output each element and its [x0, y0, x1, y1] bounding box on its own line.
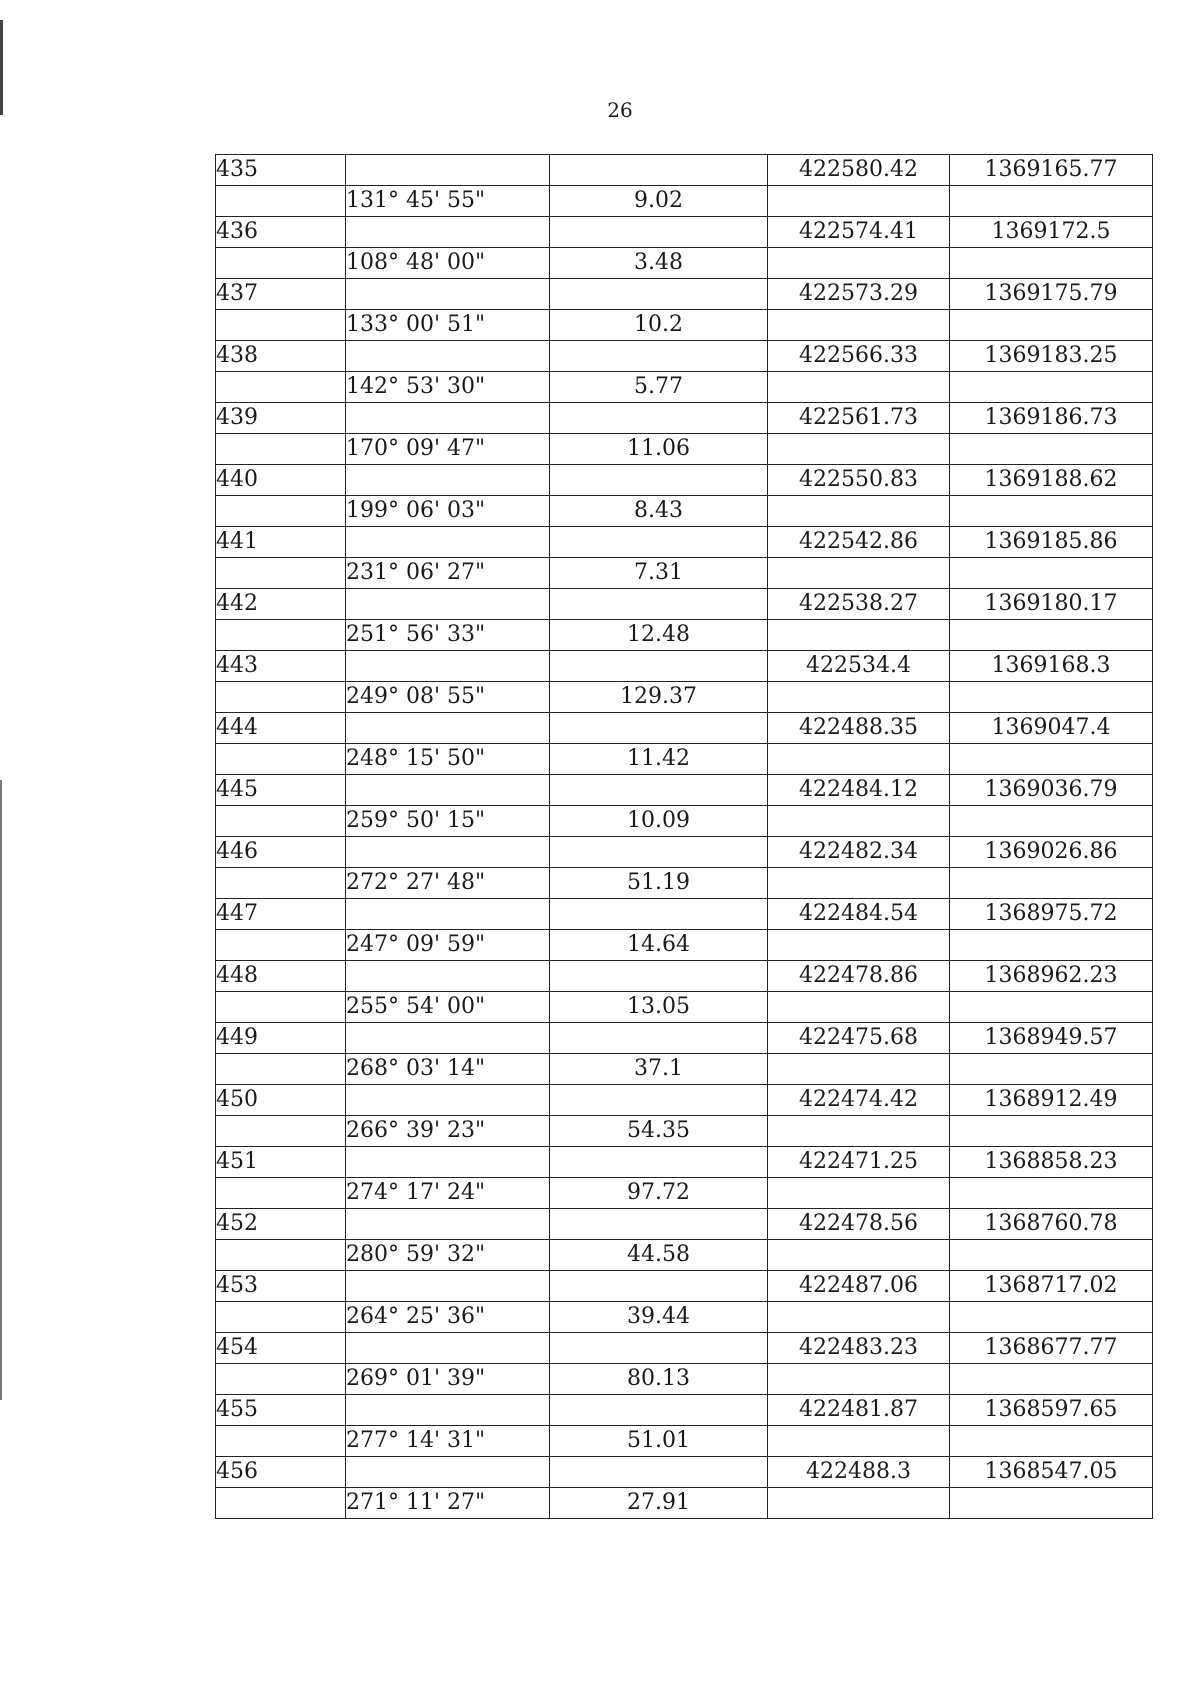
empty-cell — [550, 1023, 768, 1054]
bearing-cell: 249° 08' 55" — [346, 682, 550, 713]
leg-row — [216, 1488, 1153, 1519]
empty-cell — [346, 1457, 550, 1488]
empty-cell — [768, 434, 950, 465]
bearing-cell: 277° 14' 31" — [346, 1426, 550, 1457]
empty-cell — [950, 1240, 1153, 1271]
empty-cell — [346, 651, 550, 682]
empty-cell — [768, 310, 950, 341]
northing-cell: 1368547.05 — [950, 1457, 1153, 1488]
station-row — [216, 217, 1153, 248]
station-number-cell: 442 — [216, 589, 346, 620]
survey-table — [215, 154, 1153, 1519]
empty-cell — [216, 186, 346, 217]
empty-cell — [768, 1488, 950, 1519]
empty-cell — [768, 1426, 950, 1457]
leg-row — [216, 1054, 1153, 1085]
empty-cell — [216, 496, 346, 527]
northing-cell: 1369183.25 — [950, 341, 1153, 372]
northing-cell: 1368858.23 — [950, 1147, 1153, 1178]
station-number-cell: 445 — [216, 775, 346, 806]
northing-cell: 1369185.86 — [950, 527, 1153, 558]
distance-cell: 8.43 — [550, 496, 768, 527]
station-row — [216, 713, 1153, 744]
empty-cell — [346, 899, 550, 930]
leg-row — [216, 620, 1153, 651]
northing-cell: 1368760.78 — [950, 1209, 1153, 1240]
empty-cell — [550, 961, 768, 992]
empty-cell — [550, 775, 768, 806]
empty-cell — [550, 527, 768, 558]
empty-cell — [346, 155, 550, 186]
easting-cell: 422574.41 — [768, 217, 950, 248]
empty-cell — [768, 1116, 950, 1147]
empty-cell — [550, 1085, 768, 1116]
empty-cell — [346, 1147, 550, 1178]
station-row — [216, 1271, 1153, 1302]
leg-row — [216, 558, 1153, 589]
empty-cell — [216, 744, 346, 775]
station-number-cell: 435 — [216, 155, 346, 186]
bearing-cell: 142° 53' 30" — [346, 372, 550, 403]
easting-cell: 422475.68 — [768, 1023, 950, 1054]
station-row — [216, 1457, 1153, 1488]
empty-cell — [346, 1271, 550, 1302]
empty-cell — [346, 837, 550, 868]
station-number-cell: 437 — [216, 279, 346, 310]
distance-cell: 39.44 — [550, 1302, 768, 1333]
empty-cell — [950, 558, 1153, 589]
empty-cell — [346, 775, 550, 806]
empty-cell — [768, 682, 950, 713]
station-number-cell: 455 — [216, 1395, 346, 1426]
empty-cell — [550, 279, 768, 310]
empty-cell — [950, 496, 1153, 527]
leg-row — [216, 248, 1153, 279]
northing-cell: 1368962.23 — [950, 961, 1153, 992]
station-row — [216, 1147, 1153, 1178]
empty-cell — [550, 341, 768, 372]
easting-cell: 422482.34 — [768, 837, 950, 868]
northing-cell: 1368912.49 — [950, 1085, 1153, 1116]
northing-cell: 1369047.4 — [950, 713, 1153, 744]
empty-cell — [550, 217, 768, 248]
empty-cell — [216, 682, 346, 713]
empty-cell — [216, 1364, 346, 1395]
empty-cell — [768, 248, 950, 279]
station-number-cell: 450 — [216, 1085, 346, 1116]
empty-cell — [768, 496, 950, 527]
empty-cell — [950, 186, 1153, 217]
station-number-cell: 453 — [216, 1271, 346, 1302]
distance-cell: 51.01 — [550, 1426, 768, 1457]
station-row — [216, 899, 1153, 930]
page-number: 26 — [607, 98, 633, 122]
distance-cell: 97.72 — [550, 1178, 768, 1209]
distance-cell: 11.06 — [550, 434, 768, 465]
station-number-cell: 449 — [216, 1023, 346, 1054]
station-number-cell: 456 — [216, 1457, 346, 1488]
empty-cell — [550, 1333, 768, 1364]
bearing-cell: 264° 25' 36" — [346, 1302, 550, 1333]
empty-cell — [346, 279, 550, 310]
distance-cell: 11.42 — [550, 744, 768, 775]
easting-cell: 422484.54 — [768, 899, 950, 930]
leg-row — [216, 868, 1153, 899]
empty-cell — [346, 341, 550, 372]
distance-cell: 12.48 — [550, 620, 768, 651]
empty-cell — [216, 372, 346, 403]
empty-cell — [216, 248, 346, 279]
northing-cell: 1369188.62 — [950, 465, 1153, 496]
empty-cell — [550, 465, 768, 496]
station-number-cell: 439 — [216, 403, 346, 434]
distance-cell: 10.09 — [550, 806, 768, 837]
station-row — [216, 1023, 1153, 1054]
station-number-cell: 447 — [216, 899, 346, 930]
station-number-cell: 443 — [216, 651, 346, 682]
bearing-cell: 272° 27' 48" — [346, 868, 550, 899]
station-row — [216, 961, 1153, 992]
empty-cell — [346, 217, 550, 248]
empty-cell — [950, 1116, 1153, 1147]
northing-cell: 1369186.73 — [950, 403, 1153, 434]
distance-cell: 51.19 — [550, 868, 768, 899]
bearing-cell: 271° 11' 27" — [346, 1488, 550, 1519]
empty-cell — [346, 1395, 550, 1426]
empty-cell — [550, 1457, 768, 1488]
bearing-cell: 259° 50' 15" — [346, 806, 550, 837]
empty-cell — [346, 465, 550, 496]
empty-cell — [216, 434, 346, 465]
empty-cell — [768, 1240, 950, 1271]
empty-cell — [216, 1116, 346, 1147]
empty-cell — [550, 155, 768, 186]
easting-cell: 422474.42 — [768, 1085, 950, 1116]
easting-cell: 422561.73 — [768, 403, 950, 434]
empty-cell — [950, 744, 1153, 775]
station-number-cell: 440 — [216, 465, 346, 496]
empty-cell — [216, 1426, 346, 1457]
station-row — [216, 1209, 1153, 1240]
empty-cell — [950, 1426, 1153, 1457]
empty-cell — [768, 1364, 950, 1395]
distance-cell: 44.58 — [550, 1240, 768, 1271]
northing-cell: 1369026.86 — [950, 837, 1153, 868]
empty-cell — [216, 1302, 346, 1333]
empty-cell — [216, 620, 346, 651]
distance-cell: 129.37 — [550, 682, 768, 713]
station-row — [216, 651, 1153, 682]
easting-cell: 422542.86 — [768, 527, 950, 558]
empty-cell — [768, 806, 950, 837]
bearing-cell: 108° 48' 00" — [346, 248, 550, 279]
empty-cell — [950, 1302, 1153, 1333]
distance-cell: 3.48 — [550, 248, 768, 279]
bearing-cell: 199° 06' 03" — [346, 496, 550, 527]
leg-row — [216, 1364, 1153, 1395]
empty-cell — [768, 372, 950, 403]
bearing-cell: 248° 15' 50" — [346, 744, 550, 775]
empty-cell — [950, 1488, 1153, 1519]
empty-cell — [950, 1364, 1153, 1395]
leg-row — [216, 496, 1153, 527]
empty-cell — [768, 930, 950, 961]
station-row — [216, 465, 1153, 496]
distance-cell: 37.1 — [550, 1054, 768, 1085]
empty-cell — [346, 1209, 550, 1240]
leg-row — [216, 744, 1153, 775]
leg-row — [216, 1240, 1153, 1271]
distance-cell: 27.91 — [550, 1488, 768, 1519]
empty-cell — [550, 1271, 768, 1302]
station-number-cell: 451 — [216, 1147, 346, 1178]
empty-cell — [950, 620, 1153, 651]
leg-row — [216, 930, 1153, 961]
northing-cell: 1369036.79 — [950, 775, 1153, 806]
distance-cell: 7.31 — [550, 558, 768, 589]
station-row — [216, 341, 1153, 372]
northing-cell: 1369175.79 — [950, 279, 1153, 310]
empty-cell — [950, 1054, 1153, 1085]
northing-cell: 1368677.77 — [950, 1333, 1153, 1364]
empty-cell — [216, 1178, 346, 1209]
easting-cell: 422534.4 — [768, 651, 950, 682]
station-number-cell: 446 — [216, 837, 346, 868]
station-row — [216, 403, 1153, 434]
station-row — [216, 589, 1153, 620]
leg-row — [216, 186, 1153, 217]
empty-cell — [346, 527, 550, 558]
easting-cell: 422580.42 — [768, 155, 950, 186]
empty-cell — [768, 186, 950, 217]
leg-row — [216, 1178, 1153, 1209]
empty-cell — [768, 558, 950, 589]
northing-cell: 1369165.77 — [950, 155, 1153, 186]
empty-cell — [950, 248, 1153, 279]
survey-table-body — [216, 155, 1153, 1519]
distance-cell: 5.77 — [550, 372, 768, 403]
leg-row — [216, 806, 1153, 837]
empty-cell — [950, 1178, 1153, 1209]
easting-cell: 422471.25 — [768, 1147, 950, 1178]
distance-cell: 14.64 — [550, 930, 768, 961]
easting-cell: 422488.3 — [768, 1457, 950, 1488]
distance-cell: 80.13 — [550, 1364, 768, 1395]
leg-row — [216, 992, 1153, 1023]
bearing-cell: 280° 59' 32" — [346, 1240, 550, 1271]
empty-cell — [768, 1054, 950, 1085]
empty-cell — [950, 992, 1153, 1023]
empty-cell — [216, 992, 346, 1023]
empty-cell — [950, 434, 1153, 465]
leg-row — [216, 310, 1153, 341]
empty-cell — [216, 1054, 346, 1085]
bearing-cell: 269° 01' 39" — [346, 1364, 550, 1395]
empty-cell — [216, 868, 346, 899]
northing-cell: 1368717.02 — [950, 1271, 1153, 1302]
empty-cell — [768, 1302, 950, 1333]
easting-cell: 422481.87 — [768, 1395, 950, 1426]
leg-row — [216, 1302, 1153, 1333]
empty-cell — [768, 620, 950, 651]
northing-cell: 1369168.3 — [950, 651, 1153, 682]
empty-cell — [216, 1240, 346, 1271]
bearing-cell: 255° 54' 00" — [346, 992, 550, 1023]
bearing-cell: 231° 06' 27" — [346, 558, 550, 589]
bearing-cell: 251° 56' 33" — [346, 620, 550, 651]
leg-row — [216, 372, 1153, 403]
easting-cell: 422488.35 — [768, 713, 950, 744]
distance-cell: 54.35 — [550, 1116, 768, 1147]
station-number-cell: 454 — [216, 1333, 346, 1364]
empty-cell — [550, 713, 768, 744]
empty-cell — [346, 1023, 550, 1054]
easting-cell: 422538.27 — [768, 589, 950, 620]
easting-cell: 422478.86 — [768, 961, 950, 992]
station-number-cell: 438 — [216, 341, 346, 372]
bearing-cell: 266° 39' 23" — [346, 1116, 550, 1147]
bearing-cell: 170° 09' 47" — [346, 434, 550, 465]
empty-cell — [216, 1488, 346, 1519]
leg-row — [216, 682, 1153, 713]
empty-cell — [550, 589, 768, 620]
easting-cell: 422550.83 — [768, 465, 950, 496]
easting-cell: 422484.12 — [768, 775, 950, 806]
station-number-cell: 444 — [216, 713, 346, 744]
empty-cell — [550, 899, 768, 930]
empty-cell — [346, 713, 550, 744]
station-row — [216, 1333, 1153, 1364]
empty-cell — [768, 868, 950, 899]
empty-cell — [216, 310, 346, 341]
northing-cell: 1369172.5 — [950, 217, 1153, 248]
empty-cell — [550, 651, 768, 682]
station-row — [216, 1085, 1153, 1116]
northing-cell: 1368975.72 — [950, 899, 1153, 930]
empty-cell — [950, 930, 1153, 961]
northing-cell: 1368949.57 — [950, 1023, 1153, 1054]
bearing-cell: 274° 17' 24" — [346, 1178, 550, 1209]
station-number-cell: 441 — [216, 527, 346, 558]
easting-cell: 422478.56 — [768, 1209, 950, 1240]
empty-cell — [550, 1209, 768, 1240]
empty-cell — [346, 961, 550, 992]
station-number-cell: 436 — [216, 217, 346, 248]
empty-cell — [346, 1085, 550, 1116]
leg-row — [216, 434, 1153, 465]
empty-cell — [550, 403, 768, 434]
empty-cell — [346, 1333, 550, 1364]
leg-row — [216, 1116, 1153, 1147]
station-row — [216, 155, 1153, 186]
station-row — [216, 1395, 1153, 1426]
empty-cell — [950, 682, 1153, 713]
empty-cell — [950, 310, 1153, 341]
scan-edge-mark — [0, 780, 2, 1400]
easting-cell: 422573.29 — [768, 279, 950, 310]
distance-cell: 13.05 — [550, 992, 768, 1023]
empty-cell — [346, 589, 550, 620]
empty-cell — [768, 1178, 950, 1209]
empty-cell — [216, 558, 346, 589]
empty-cell — [216, 930, 346, 961]
bearing-cell: 268° 03' 14" — [346, 1054, 550, 1085]
bearing-cell: 131° 45' 55" — [346, 186, 550, 217]
station-row — [216, 775, 1153, 806]
distance-cell: 9.02 — [550, 186, 768, 217]
empty-cell — [950, 806, 1153, 837]
northing-cell: 1368597.65 — [950, 1395, 1153, 1426]
empty-cell — [550, 837, 768, 868]
easting-cell: 422566.33 — [768, 341, 950, 372]
empty-cell — [216, 806, 346, 837]
distance-cell: 10.2 — [550, 310, 768, 341]
empty-cell — [550, 1395, 768, 1426]
easting-cell: 422483.23 — [768, 1333, 950, 1364]
northing-cell: 1369180.17 — [950, 589, 1153, 620]
empty-cell — [768, 992, 950, 1023]
station-row — [216, 527, 1153, 558]
empty-cell — [768, 744, 950, 775]
bearing-cell: 133° 00' 51" — [346, 310, 550, 341]
empty-cell — [550, 1147, 768, 1178]
empty-cell — [950, 372, 1153, 403]
empty-cell — [950, 868, 1153, 899]
easting-cell: 422487.06 — [768, 1271, 950, 1302]
leg-row — [216, 1426, 1153, 1457]
station-row — [216, 837, 1153, 868]
station-number-cell: 448 — [216, 961, 346, 992]
station-number-cell: 452 — [216, 1209, 346, 1240]
bearing-cell: 247° 09' 59" — [346, 930, 550, 961]
empty-cell — [346, 403, 550, 434]
station-row — [216, 279, 1153, 310]
